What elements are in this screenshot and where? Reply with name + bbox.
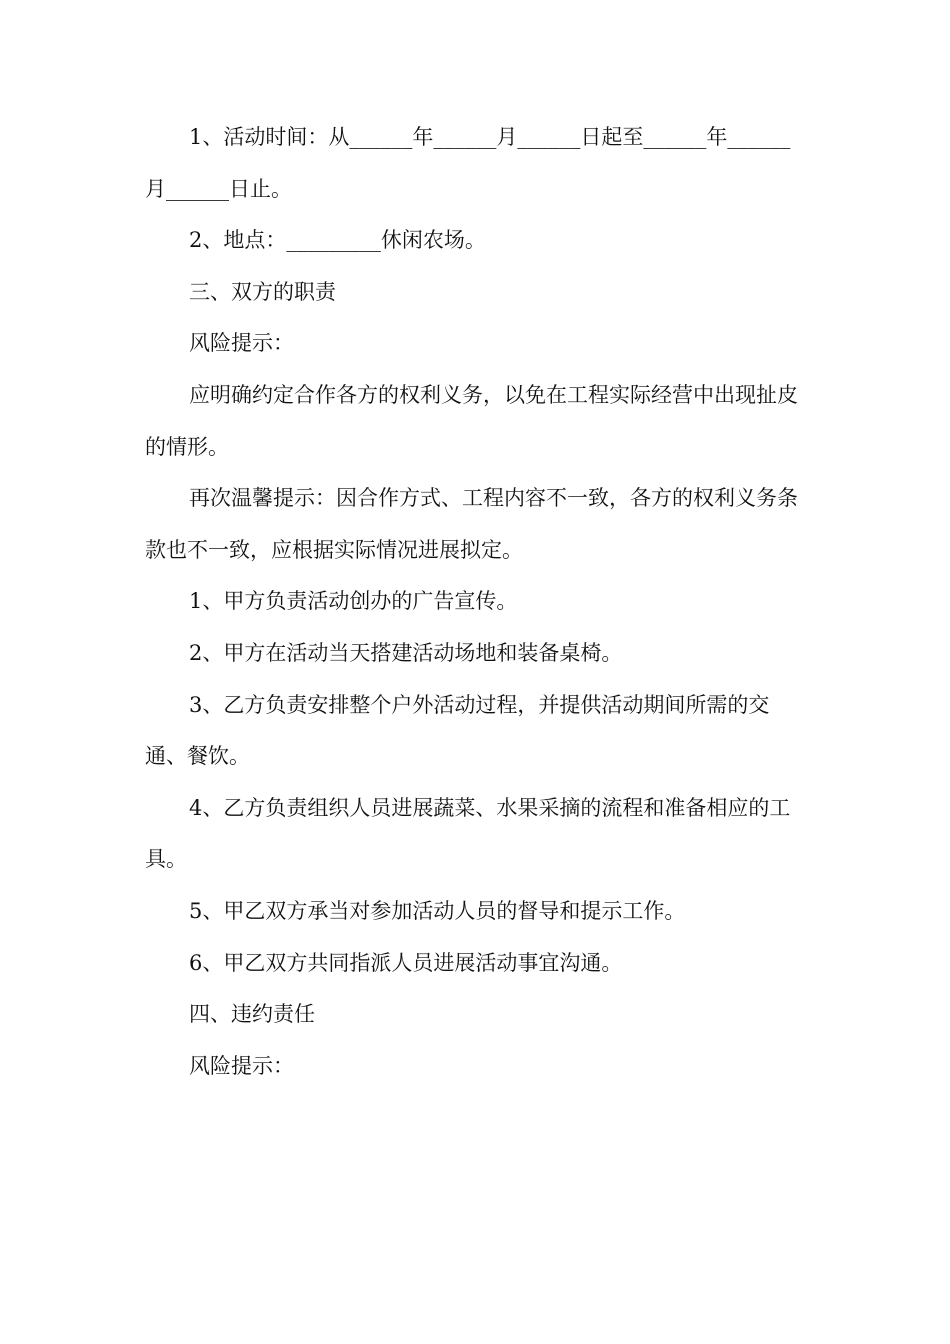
section-heading-duties: 三、双方的职责: [189, 279, 336, 304]
reminder-text: 再次温馨提示：因合作方式、工程内容不一致，各方的权利义务条款也不一致，应根据实际情况进展拟定。: [145, 486, 798, 562]
duty-item-4: 4、乙方负责组织人员进展蔬菜、水果采摘的流程和准备相应的工具。: [145, 795, 791, 872]
section-heading-liability: 四、违约责任: [189, 1002, 315, 1027]
risk-tip-label: 风险提示：: [189, 331, 294, 356]
duty-item-3: 3、乙方负责安排整个户外活动过程，并提供活动期间所需的交通、餐饮。: [145, 692, 770, 769]
risk-tip-text: 应明确约定合作各方的权利义务，以免在工程实际经营中出现扯皮的情形。: [145, 382, 798, 459]
risk-tip-label-2: 风险提示：: [189, 1053, 294, 1078]
clause-location: 2、地点：_________休闲农场。: [189, 228, 486, 253]
duty-item-6: 6、甲乙双方共同指派人员进展活动事宜沟通。: [189, 950, 623, 975]
duty-item-1: 1、甲方负责活动创办的广告宣传。: [189, 589, 518, 614]
clause-activity-time: 1、活动时间：从______年______月______日起至______年______月______日止。: [145, 125, 791, 201]
duty-item-2: 2、甲方在活动当天搭建活动场地和装备桌椅。: [189, 640, 623, 665]
duty-item-5: 5、甲乙双方承当对参加活动人员的督导和提示工作。: [189, 898, 686, 923]
document-body: [145, 112, 810, 1092]
